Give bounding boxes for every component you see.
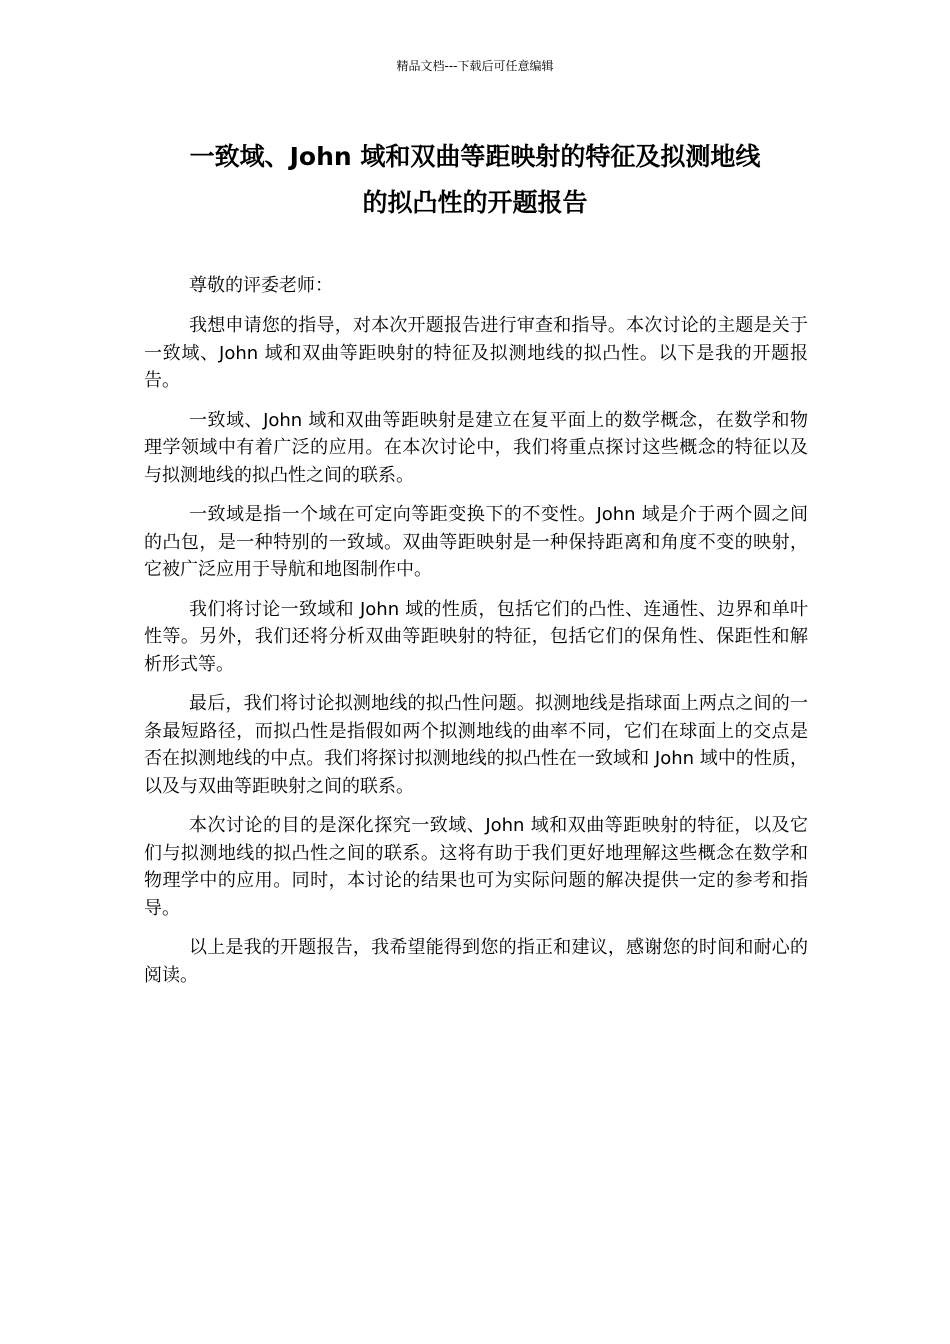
paragraph-7: 以上是我的开题报告，我希望能得到您的指正和建议，感谢您的时间和耐心的阅读。 — [144, 937, 808, 986]
paragraph-3: 一致域是指一个域在可定向等距变换下的不变性。John 域是介于两个圆之间的凸包，是一种特别的一致域。双曲等距映射是一种保持距离和角度不变的映射，它被广泛应用于导航和地图制作中。 — [144, 504, 808, 580]
paragraph-2: 一致域、John 域和双曲等距映射是建立在复平面上的数学概念，在数学和物理学领域中有着广泛的应用。在本次讨论中，我们将重点探讨这些概念的特征以及与拟测地线的拟凸性之间的联系。 — [144, 409, 808, 486]
paragraph-1: 我想申请您的指导，对本次开题报告进行审查和指导。本次讨论的主题是关于一致域、John 域和双曲等距映射的特征及拟测地线的拟凸性。以下是我的开题报告。 — [144, 315, 808, 391]
paragraph-5: 最后，我们将讨论拟测地线的拟凸性问题。拟测地线是指球面上两点之间的一条最短路径，而拟凸性是指假如两个拟测地线的曲率不同，它们在球面上的交点是否在拟测地线的中点。我们将探讨拟测地线的拟凸性在一致域和 John 域中的性质，以及与双曲等距映射之间的联系。 — [144, 693, 808, 797]
paragraph-4: 我们将讨论一致域和 John 域的性质，包括它们的凸性、连通性、边界和单叶性等。另外，我们还将分析双曲等距映射的特征，包括它们的保角性、保距性和解析形式等。 — [144, 598, 808, 675]
document-title — [130, 134, 820, 226]
header-note: 精品文档---下载后可任意编辑 — [396, 59, 554, 73]
title-line-1: 一致域、John 域和双曲等距映射的特征及拟测地线 — [189, 142, 761, 171]
salutation: 尊敬的评委老师： — [189, 275, 333, 296]
document-body — [144, 272, 808, 1001]
paragraph-6: 本次讨论的目的是深化探究一致域、John 域和双曲等距映射的特征，以及它们与拟测地线的拟凸性之间的联系。这将有助于我们更好地理解这些概念在数学和物理学中的应用。同时，本讨论的结果也可为实际问题的解决提供一定的参考和指导。 — [144, 815, 808, 919]
title-line-2: 的拟凸性的开题报告 — [362, 188, 588, 217]
